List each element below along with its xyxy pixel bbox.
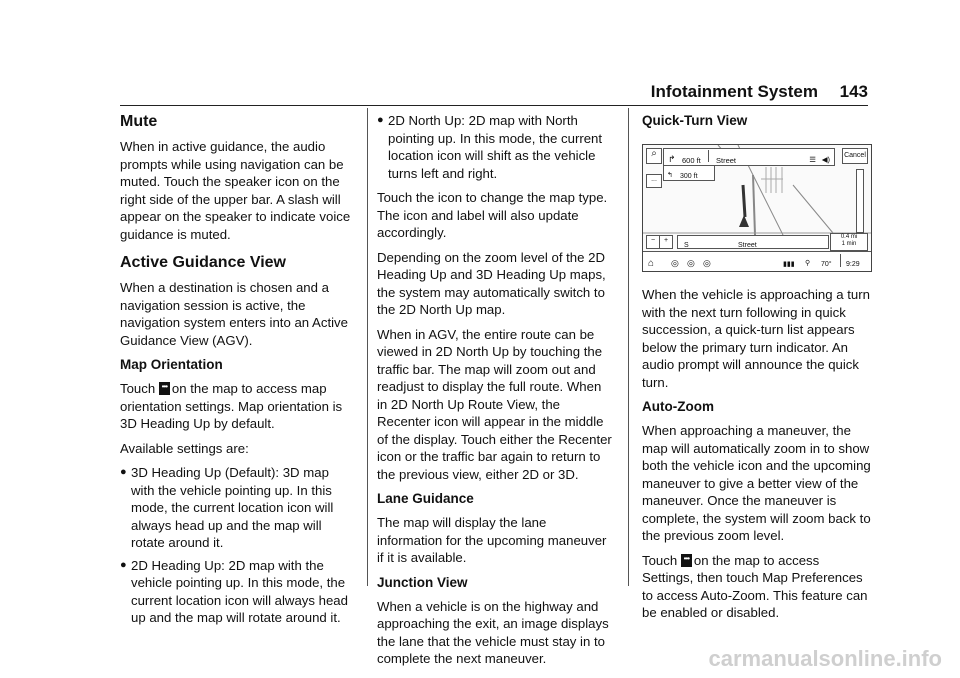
status-bar bbox=[643, 251, 871, 271]
cancel-button[interactable]: Cancel bbox=[842, 148, 868, 164]
touch-suffix: on the map to access Settings, then touch Map Preferences to access Auto-Zoom. This feature can be enabled or disabled. bbox=[642, 552, 868, 620]
bullet-icon: ● bbox=[120, 466, 127, 478]
agv-text: When a destination is chosen and a navigation session is active, the navigation system enters into an Active Guidance View (AGV). bbox=[120, 280, 348, 348]
touch-suffix: on the map to access map orientation settings. Map orientation is 3D Heading Up by default. bbox=[120, 381, 343, 431]
junction-view-text: When a vehicle is on the highway and approaching the exit, an image displays the lane that the vehicle must stay in to complete the next maneuver. bbox=[377, 598, 609, 666]
lane-guidance-heading: Lane Guidance bbox=[377, 491, 474, 506]
temperature: 70° bbox=[821, 261, 832, 268]
paragraph: Depending on the zoom level of the 2D Heading Up and 3D Heading Up maps, the system may automatically switch to the 2D North Up map. bbox=[377, 249, 606, 317]
junction-view-heading: Junction View bbox=[377, 574, 468, 590]
location-pin-icon: ⚲ bbox=[805, 260, 811, 267]
current-street: Street bbox=[738, 242, 757, 249]
column-1 bbox=[120, 112, 352, 634]
quick-turn-list bbox=[663, 165, 715, 181]
list-icon[interactable]: ☰ bbox=[809, 155, 816, 164]
traffic-bar[interactable] bbox=[856, 169, 864, 233]
bullet-icon: ● bbox=[377, 114, 384, 126]
more-button[interactable]: ... bbox=[646, 174, 662, 188]
search-icon[interactable]: ⌕ bbox=[646, 148, 662, 164]
map-orientation-text bbox=[120, 380, 352, 433]
turn-banner bbox=[663, 148, 835, 166]
list-item: ● 3D Heading Up (Default): 3D map with the vehicle pointing up. In this mode, the current location icon will always head up and the map will rotate around it. bbox=[120, 465, 334, 550]
auto-zoom-heading: Auto-Zoom bbox=[642, 399, 714, 414]
page-number: 143 bbox=[839, 82, 868, 101]
speaker-icon[interactable]: ◀) bbox=[821, 155, 830, 164]
app-shortcut-icon[interactable]: ◎ bbox=[687, 258, 695, 268]
header-rule bbox=[120, 105, 868, 106]
status-strip bbox=[643, 235, 871, 249]
turn-right-icon: ↱ bbox=[668, 154, 676, 164]
auto-zoom-settings-text bbox=[642, 552, 874, 622]
quick-turn-screen-figure bbox=[642, 144, 872, 272]
mute-text: When in active guidance, the audio prompts while using navigation can be muted. Touch the speaker icon on the right side of the upper bar. A slash will appear on the speaker to indicate voice guidance is muted. bbox=[120, 139, 351, 242]
heading-direction: S bbox=[684, 242, 689, 249]
column-3 bbox=[642, 112, 874, 629]
column-2 bbox=[377, 112, 613, 675]
paragraph: When in AGV, the entire route can be viewed in 2D North Up by touching the traffic bar. The map will zoom out and readjust to display the full route. When in 2D North Up Route View, the Recenter icon will appear in the middle of the display. Touch either the Recenter icon or the traffic bar again to return to the previous view, either 2D or 3D. bbox=[377, 326, 612, 482]
quick-turn-heading: Quick-Turn View bbox=[642, 113, 748, 128]
signal-icon: ▮▮▮ bbox=[783, 261, 795, 268]
menu-icon: ••• bbox=[681, 554, 692, 567]
street-bar bbox=[677, 235, 829, 249]
turn-street: Street bbox=[716, 156, 737, 165]
paragraph: Touch the icon to change the map type. The icon and label will also update accordingly. bbox=[377, 190, 608, 240]
section-title: Infotainment System bbox=[650, 82, 818, 101]
auto-zoom-text: When approaching a maneuver, the map will automatically zoom in to show both the vehicle icon and the upcoming maneuver to give a better view of the maneuver. Once the maneuver is complete, the system will zoom back to the previous zoom level. bbox=[642, 423, 871, 543]
bullet-icon: ● bbox=[120, 558, 127, 571]
turn-distance: 600 ft bbox=[682, 156, 701, 165]
list-item: ● 2D Heading Up: 2D map with the vehicle pointing up. In this mode, the current location icon will always head up and the map will rotate around it. bbox=[120, 557, 348, 625]
available-settings: Available settings are: bbox=[120, 440, 249, 456]
next-turn-distance: 300 ft bbox=[680, 173, 698, 180]
settings-list bbox=[120, 464, 352, 627]
eta-box bbox=[830, 233, 868, 251]
map-orientation-heading: Map Orientation bbox=[120, 357, 223, 372]
home-icon[interactable]: ⌂ bbox=[648, 258, 655, 269]
page-header bbox=[0, 82, 960, 106]
agv-heading: Active Guidance View bbox=[120, 254, 286, 271]
zoom-in-button[interactable]: + bbox=[659, 235, 673, 249]
clock: 9:29 bbox=[846, 261, 860, 268]
remaining-time: 1 min bbox=[841, 241, 857, 247]
touch-prefix: Touch bbox=[120, 381, 156, 396]
mute-heading: Mute bbox=[120, 113, 158, 130]
zoom-out-button[interactable]: − bbox=[646, 235, 660, 249]
column-divider bbox=[367, 108, 368, 586]
touch-prefix: Touch bbox=[642, 552, 678, 568]
menu-icon: ••• bbox=[159, 382, 170, 395]
app-shortcut-icon[interactable]: ◎ bbox=[703, 258, 711, 268]
list-item: ● 2D North Up: 2D map with North pointing up. In this mode, the current location icon will shift as the vehicle turns left and right. bbox=[377, 113, 603, 181]
lane-guidance-text: The map will display the lane information for the upcoming maneuver if it is available. bbox=[377, 515, 607, 565]
watermark: carmanualsonline.info bbox=[708, 646, 942, 671]
app-shortcut-icon[interactable]: ◎ bbox=[671, 258, 679, 268]
column-divider bbox=[628, 108, 629, 586]
turn-left-icon: ↰ bbox=[667, 172, 673, 179]
remaining-distance: 0.4 mi bbox=[840, 234, 858, 240]
settings-list-continued bbox=[377, 112, 613, 182]
quick-turn-text: When the vehicle is approaching a turn with the next turn following in quick succession, a quick-turn list appears below the primary turn indicator. An audio prompt will announce the quick turn. bbox=[642, 287, 870, 390]
